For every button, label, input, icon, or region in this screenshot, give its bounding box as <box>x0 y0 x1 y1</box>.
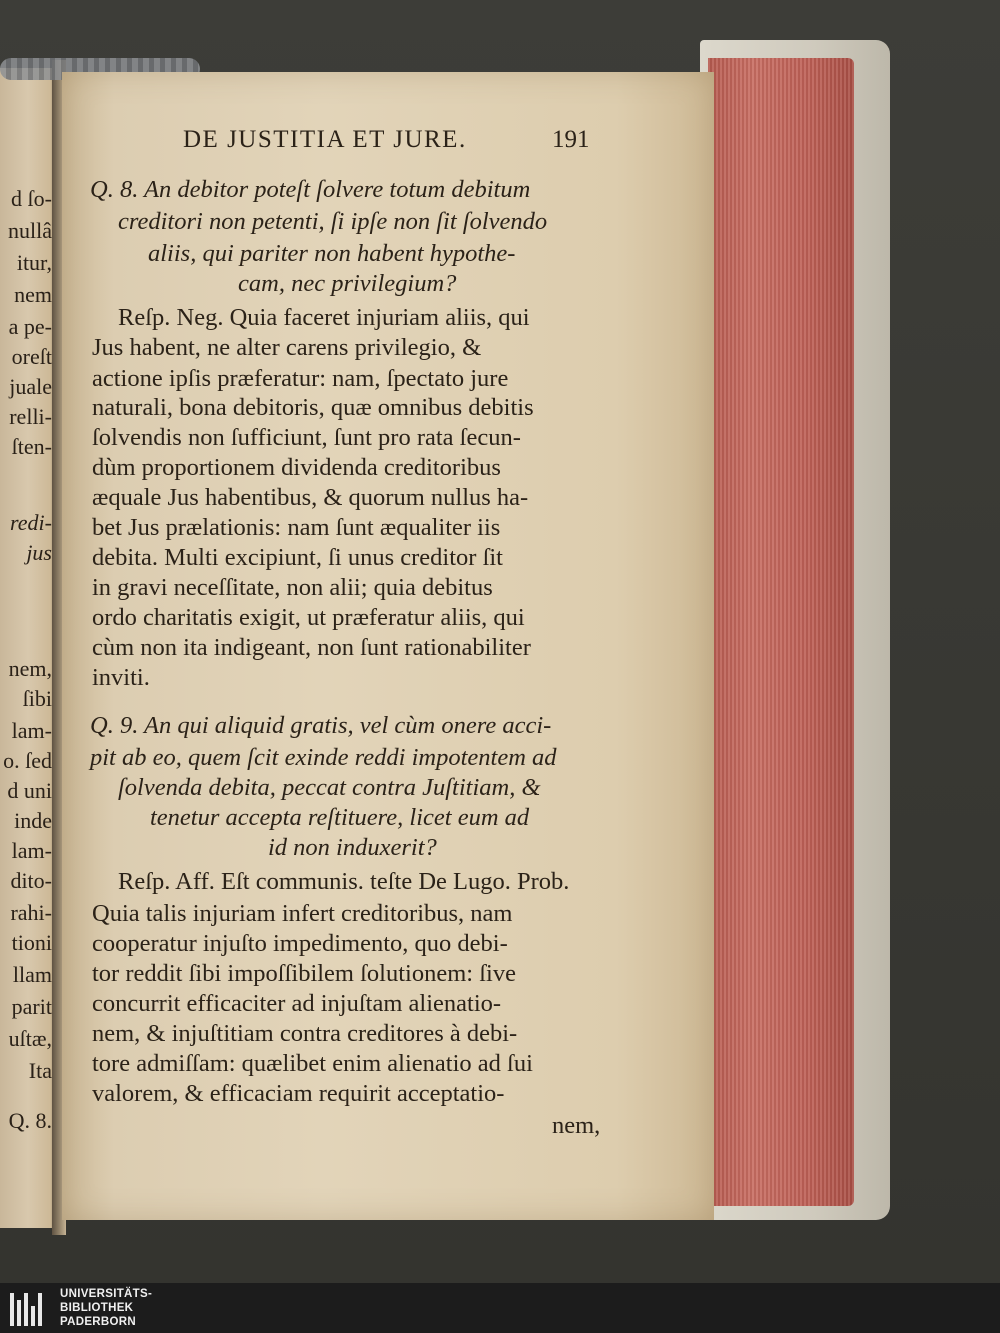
left-fragment: itur, <box>16 250 52 275</box>
answer8-line: actione ipſis præferatur: nam, ſpectato jure <box>92 365 509 392</box>
library-name <box>60 1287 152 1329</box>
left-fragment: a pe- <box>8 314 52 339</box>
answer8-line: ſolvendis non ſufficiunt, ſunt pro rata ſecun- <box>92 424 521 451</box>
left-fragment: oreſt <box>11 344 52 369</box>
answer8-line: æquale Jus habentibus, & quorum nullus ha- <box>92 484 529 511</box>
question8-line: aliis, qui pariter non habent hypothe- <box>148 240 516 267</box>
page-number: 191 <box>552 126 590 153</box>
answer9-line: cooperatur injuſto impedimento, quo debi- <box>92 930 508 957</box>
running-header: DE JUSTITIA ET JURE. <box>183 126 467 153</box>
answer8-line: dùm proportionem dividenda creditoribus <box>92 454 501 481</box>
question9-line: pit ab eo, quem ſcit exinde reddi impotentem ad <box>90 744 557 771</box>
question8-line: cam, nec privilegium? <box>238 270 457 297</box>
answer9-line: tore admiſſam: quælibet enim alienatio ad ſui <box>92 1050 533 1077</box>
question9-line: ſolvenda debita, peccat contra Juſtitiam, & <box>118 774 541 801</box>
left-fragment: o. ſed <box>3 748 52 773</box>
answer9-line: nem, & injuſtitiam contra creditores à debi- <box>92 1020 518 1047</box>
left-fragment: jus <box>26 540 52 565</box>
answer9-line: tor reddit ſibi impoſſibilem ſolutionem: ſive <box>92 960 516 987</box>
question8-line: creditori non petenti, ſi ipſe non ſit ſolvendo <box>118 208 548 235</box>
answer8-line: ordo charitatis exigit, ut præferatur aliis, qui <box>92 604 525 631</box>
left-fragment: ſten- <box>11 434 52 459</box>
left-fragment: dito- <box>10 868 52 893</box>
left-fragment: tioni <box>11 930 52 955</box>
left-page <box>0 68 56 1228</box>
answer8-line: cùm non ita indigeant, non ſunt rationabiliter <box>92 634 531 661</box>
left-fragment: parit <box>11 994 52 1019</box>
left-fragment: nem, <box>8 656 52 681</box>
left-fragment: ſibi <box>22 686 52 711</box>
page-edges <box>708 58 854 1206</box>
question9-line: id non induxerit? <box>268 834 437 861</box>
library-name-line: PADERBORN <box>60 1316 136 1328</box>
left-fragment: inde <box>14 808 52 833</box>
left-fragment: juale <box>9 374 52 399</box>
question9-line: Q. 9. An qui aliquid gratis, vel cùm onere acci- <box>90 712 552 739</box>
left-fragment: Q. 8. <box>8 1108 52 1133</box>
answer8-line: Jus habent, ne alter carens privilegio, & <box>92 334 482 361</box>
answer8-line: inviti. <box>92 664 150 691</box>
left-fragment: redi- <box>10 510 52 535</box>
left-fragment: lam- <box>11 718 52 743</box>
left-fragment: d ſo- <box>11 186 52 211</box>
left-fragment: uſtæ, <box>8 1026 52 1051</box>
answer9-line: valorem, & efficaciam requirit acceptatio- <box>92 1080 505 1107</box>
left-fragment: nullâ <box>8 218 52 243</box>
answer8-line: Reſp. Neg. Quia faceret injuriam aliis, qui <box>118 304 530 331</box>
left-fragment: lam- <box>11 838 52 863</box>
catchword: nem, <box>552 1112 601 1139</box>
answer8-line: naturali, bona debitoris, quæ omnibus debitis <box>92 394 534 421</box>
question9-line: tenetur accepta reſtituere, licet eum ad <box>150 804 530 831</box>
left-fragment: nem <box>14 282 52 307</box>
library-name-line: BIBLIOTHEK <box>60 1302 134 1314</box>
answer9-line: Quia talis injuriam infert creditoribus, nam <box>92 900 513 927</box>
left-fragment: rahi- <box>10 900 52 925</box>
answer9-line: concurrit efficaciter ad injuſtam alienatio- <box>92 990 502 1017</box>
answer8-line: bet Jus prælationis: nam ſunt æqualiter iis <box>92 514 501 541</box>
library-footer <box>0 1283 1000 1333</box>
library-logo-icon <box>10 1293 50 1326</box>
answer8-line: debita. Multi excipiunt, ſi unus creditor ſit <box>92 544 503 571</box>
left-fragment: Ita <box>28 1058 52 1083</box>
left-fragment: d uni <box>7 778 52 803</box>
left-fragment: relli- <box>9 404 52 429</box>
answer8-line: in gravi neceſſitate, non alii; quia debitus <box>92 574 493 601</box>
library-name-line: UNIVERSITÄTS- <box>60 1288 153 1300</box>
left-fragment: llam <box>12 962 52 987</box>
question8-line: Q. 8. An debitor poteſt ſolvere totum debitum <box>90 176 531 203</box>
answer9-line: Reſp. Aff. Eſt communis. teſte De Lugo. Prob. <box>118 868 570 895</box>
